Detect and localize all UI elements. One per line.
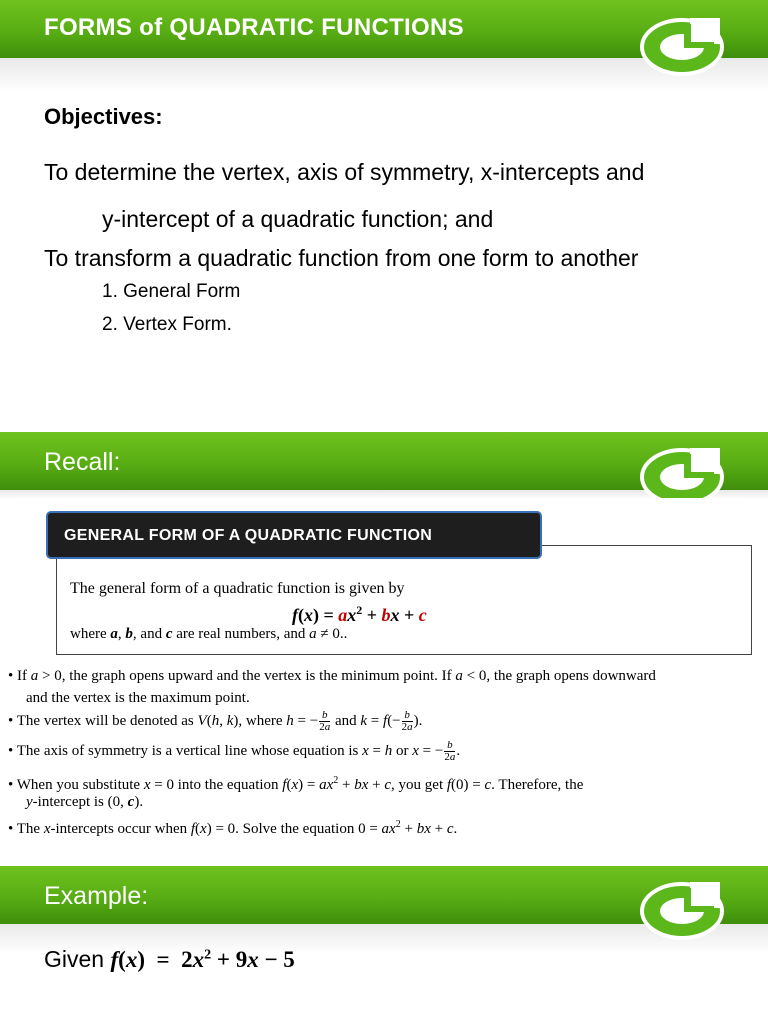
objective-line-2: y-intercept of a quadratic function; and xyxy=(102,206,494,232)
definition-where: where a, b, and c are real numbers, and a ≠ 0.. xyxy=(70,626,348,642)
slide-title: Example: xyxy=(44,882,149,910)
definition-box-header xyxy=(46,511,542,559)
logo-icon xyxy=(632,874,728,944)
bullet-dot-icon: • xyxy=(8,742,14,759)
slide-title: Recall: xyxy=(44,448,121,476)
slide-objectives xyxy=(0,0,768,430)
slide-recall xyxy=(0,432,768,864)
definition-intro: The general form of a quadratic function is given by xyxy=(70,580,405,597)
bullet-dot-icon: • xyxy=(8,777,14,793)
objective-line-1: To determine the vertex, axis of symmetry, x-intercepts and xyxy=(44,159,645,185)
bullet-dot-icon: • xyxy=(8,712,14,729)
bullet-item-continuation: and the vertex is the maximum point. xyxy=(26,690,250,706)
slide-title: FORMS of QUADRATIC FUNCTIONS xyxy=(44,14,464,41)
logo-icon xyxy=(632,10,728,80)
definition-box-title: GENERAL FORM OF A QUADRATIC FUNCTION xyxy=(64,527,433,544)
bullet-item-continuation: y-intercept is (0, c). xyxy=(26,794,144,810)
bullet-item: • If a > 0, the graph opens upward and the vertex is the minimum point. If a < 0, the graph opens downward xyxy=(8,668,656,684)
objectives-heading: Objectives: xyxy=(44,104,163,129)
bullet-item: • When you substitute x = 0 into the equation $f(x) = ax^2$ + bx + c, you get f(0) = c. Therefore, the xyxy=(8,775,584,793)
list-item-general-form: 1. General Form xyxy=(102,281,241,302)
list-item-vertex-form: 2. Vertex Form. xyxy=(102,314,232,335)
bullet-item: • The vertex will be denoted as V(h, k), where h = − $\frac{b}{2a}$ and k = f(− $\frac{b}{2a}$ ). xyxy=(8,709,423,733)
bullet-item: • The x-intercepts occur when f(x) = 0. Solve the equation $0 = ax^2$ + bx + c. xyxy=(8,819,458,837)
general-form-formula: $f(x) = ax^2$ + bx + c xyxy=(292,603,427,625)
bullet-dot-icon: • xyxy=(8,821,14,837)
bullet-dot-icon: • xyxy=(8,668,14,684)
bullet-item: • The axis of symmetry is a vertical line whose equation is x = h or x = − $\frac{b}{2a}$ . xyxy=(8,739,461,763)
slide-example xyxy=(0,866,768,1024)
objective-line-3: To transform a quadratic function from one form to another xyxy=(44,245,639,271)
example-given: Given $f(x) = 2x^2 + 9x - 5$ xyxy=(44,946,295,972)
